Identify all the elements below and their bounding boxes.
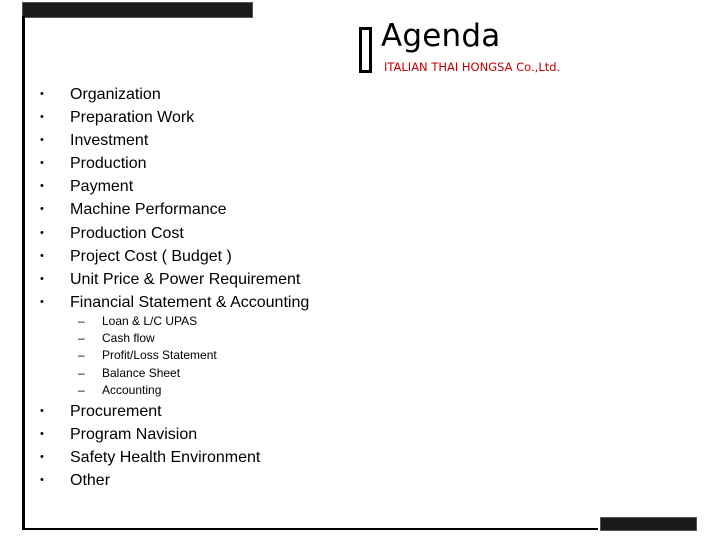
sublist-item-label: Balance Sheet [102, 365, 181, 380]
bullet-icon: • [40, 157, 44, 170]
dash-icon: – [78, 365, 85, 380]
bullet-icon: • [40, 295, 44, 308]
agenda-item-label: Other [70, 472, 111, 490]
agenda-item-label: Financial Statement & Accounting [70, 293, 310, 311]
agenda-item-label: Machine Performance [70, 201, 227, 219]
company-subtitle: ITALIAN THAI HONGSA Co.,Ltd. [384, 60, 561, 74]
sublist-item-label: Profit/Loss Statement [102, 348, 217, 363]
bullet-icon: • [40, 474, 44, 487]
title-box-icon [359, 27, 372, 73]
bullet-icon: • [40, 203, 44, 216]
agenda-item-label: Program Navision [70, 426, 198, 444]
bottom-border-line [22, 528, 598, 530]
agenda-item-label: Safety Health Environment [70, 449, 261, 467]
dash-icon: – [78, 314, 85, 328]
sublist-item-label: Accounting [102, 382, 162, 397]
agenda-item-label: Unit Price & Power Requirement [70, 270, 301, 288]
dash-icon: – [78, 331, 85, 346]
dash-icon: – [78, 382, 85, 397]
bottom-decorative-bar [600, 517, 697, 531]
left-border-line [22, 16, 25, 530]
bullet-icon: • [40, 111, 44, 124]
bullet-icon: • [40, 226, 44, 239]
bullet-icon: • [40, 272, 44, 285]
bullet-icon: • [40, 180, 44, 193]
agenda-item-label: Investment [70, 132, 149, 150]
bullet-icon: • [40, 451, 44, 464]
top-decorative-bar [22, 2, 253, 18]
bullet-icon: • [40, 249, 44, 262]
dash-icon: – [78, 348, 85, 363]
agenda-item-label: Procurement [70, 403, 162, 420]
agenda-item-label: Preparation Work [70, 109, 195, 127]
bullet-icon: • [40, 428, 44, 441]
slide-title: Agenda [381, 18, 501, 54]
agenda-item-label: Payment [70, 178, 134, 196]
agenda-item-label: Organization [70, 86, 161, 103]
sublist-item-label: Cash flow [102, 331, 155, 346]
agenda-item-label: Production Cost [70, 224, 184, 242]
sublist-item-label: Loan & L/C UPAS [102, 314, 198, 328]
agenda-item-label: Production [70, 155, 147, 173]
bullet-icon: • [40, 134, 44, 147]
bullet-icon: • [40, 405, 44, 417]
agenda-item-label: Project Cost ( Budget ) [70, 247, 232, 265]
bullet-icon: • [40, 88, 44, 100]
